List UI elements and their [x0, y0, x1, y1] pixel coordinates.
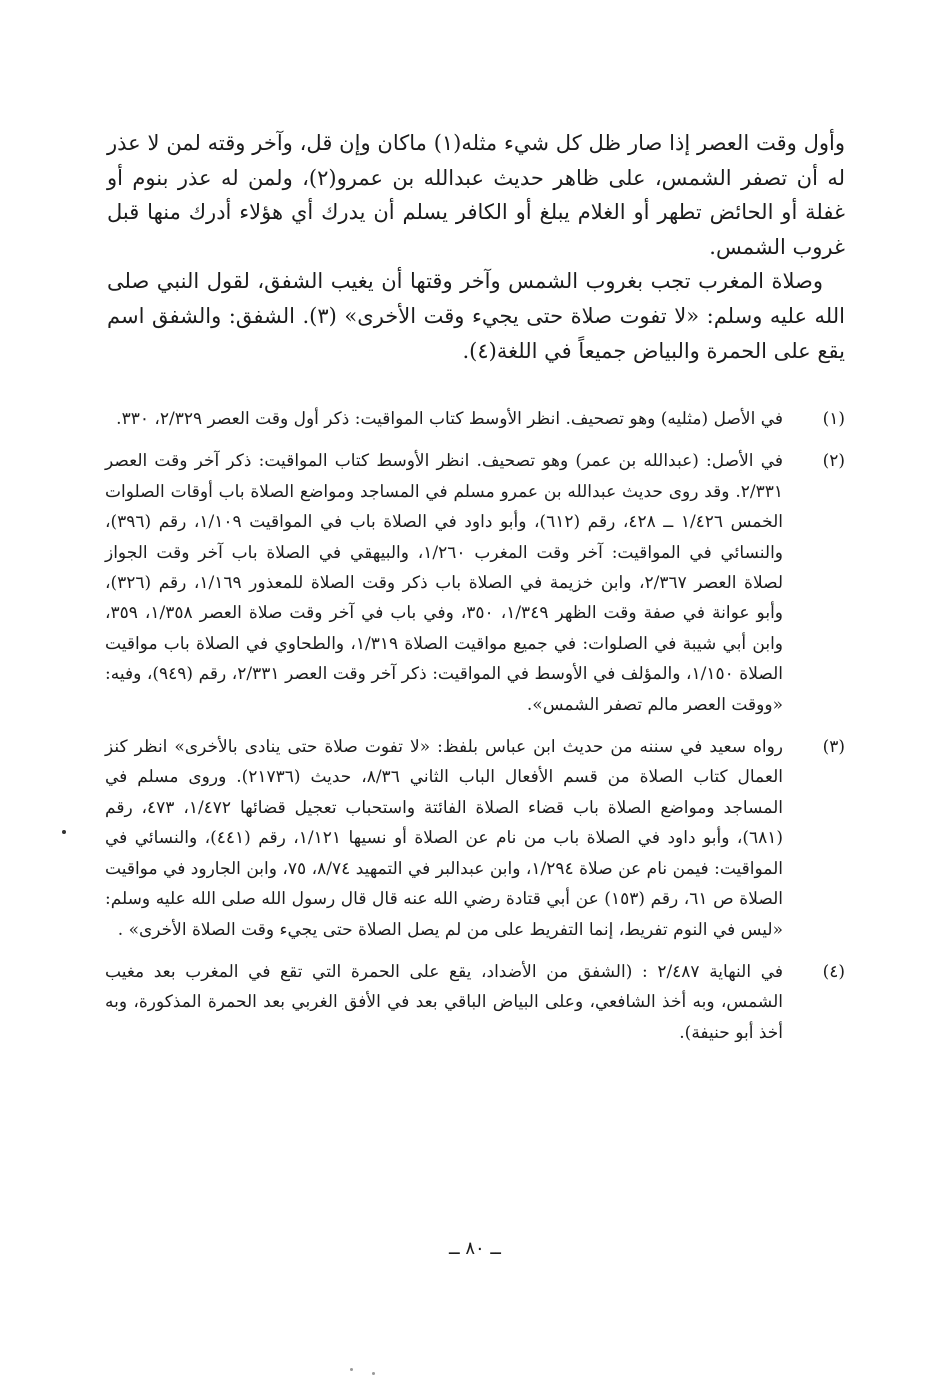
footnotes	[105, 404, 845, 1060]
scan-speck	[372, 1372, 375, 1375]
margin-dot	[62, 830, 66, 834]
footnote-number: (٣)	[822, 737, 845, 758]
main-paragraph-1: وأول وقت العصر إذا صار ظل كل شيء مثله(١) ماكان وإن قل، وآخر وقته لمن لا عذر له أن تصفر الشمس، على ظاهر حديث عبدالله بن عمرو(٢)، ولمن له عذر بنوم أو غفلة أو الحائض تطهر أو الغلام يبلغ أو الكافر يسلم أن يدرك أي هؤلاء أدرك منها قبل غروب الشمس.	[107, 131, 846, 259]
footnote-text: في الأصل: (عبدالله بن عمر) وهو تصحيف. انظر الأوسط كتاب المواقيت: ذكر آخر وقت العصر ٢/٣٣١. وقد روى حديث عبدالله بن عمرو مسلم في المساجد ومواضع الصلاة باب أوقات الصلوات الخمس ١/٤٢٦ ــ ٤٢٨، رقم (٦١٢)، وأبو داود في الصلاة باب في المواقيت ١/١٠٩، رقم (٣٩٦)، والنسائي في المواقيت: آخر وقت المغرب ١/٢٦٠، والبيهقي في الصلاة باب آخر وقت الجواز لصلاة العصر ٢/٣٦٧، وابن خزيمة في الصلاة باب ذكر وقت الصلاة للمعذور ١/١٦٩، رقم (٣٢٦)، وأبو عوانة في صفة وقت الظهر ١/٣٤٩، ٣٥٠، وفي باب في آخر وقت صلاة العصر ١/٣٥٨، ٣٥٩، وابن أبي شيبة في الصلوات: في جميع مواقيت الصلاة ١/٣١٩، والطحاوي في الصلاة باب مواقيت الصلاة ١/١٥٠، والمؤلف في الأوسط في المواقيت: ذكر آخر وقت العصر ٢/٣٣١، رقم (٩٤٩)، وفيه: «ووقت العصر مالم تصفر الشمس».	[105, 451, 784, 715]
main-text-block	[107, 126, 845, 368]
footnote-3	[105, 732, 845, 945]
footnote-number: (٤)	[822, 961, 845, 982]
main-paragraph-2: وصلاة المغرب تجب بغروب الشمس وآخر وقتها أن يغيب الشفق، لقول النبي صلى الله عليه وسلم: «لا تفوت صلاة حتى يجيء وقت الأخرى» (٣). الشفق: والشفق اسم يقع على الحمرة والبياض جميعاً في اللغة(٤).	[107, 269, 845, 363]
footnote-text: في النهاية ٢/٤٨٧ : (الشفق من الأضداد، يقع على الحمرة التي تقع في المغرب بعد مغيب الشمس، وبه أخذ الشافعي، وعلى البياض الباقي بعد في الأفق الغربي بعد الحمرة المذكورة، وبه أخذ أبو حنيفة).	[105, 961, 783, 1043]
footnote-1	[105, 404, 845, 434]
scan-speck	[350, 1368, 353, 1371]
footnote-number: (١)	[822, 409, 845, 429]
footnote-text: في الأصل (مثليه) وهو تصحيف. انظر الأوسط كتاب المواقيت: ذكر أول وقت العصر ٢/٣٢٩، ٣٣٠.	[116, 409, 783, 429]
page-number: ــ ٨٠ ــ	[449, 1238, 501, 1259]
footnote-number: (٢)	[822, 451, 845, 472]
footnote-text: رواه سعيد في سننه من حديث ابن عباس بلفظ: «لا تفوت صلاة حتى ينادى بالأخرى» انظر كنز العمال كتاب الصلاة من قسم الأفعال الباب الثاني ٨/٣٦، حديث (٢١٧٣٦). وروى مسلم في المساجد ومواضع الصلاة باب قضاء الصلاة الفائتة واستحباب تعجيل قضائها ١/٤٧٢، ٤٧٣، رقم (٦٨١)، وأبو داود في الصلاة باب من نام عن الصلاة أو نسيها ١/١٢١، رقم (٤٤١)، والنسائي في المواقيت: فيمن نام عن صلاة ١/٢٩٤، وابن عبدالبر في التمهيد ٨/٧٤، ٧٥، وابن الجارود في مواقيت الصلاة ص ٦١، رقم (١٥٣) عن أبي قتادة رضي الله عنه قال قال رسول الله صلى الله عليه وسلم: «ليس في النوم تفريط، إنما التفريط على من لم يصل الصلاة حتى يجيء وقت الصلاة الأخرى» .	[105, 737, 784, 940]
footnote-2	[105, 446, 845, 720]
footnote-4	[105, 957, 845, 1048]
